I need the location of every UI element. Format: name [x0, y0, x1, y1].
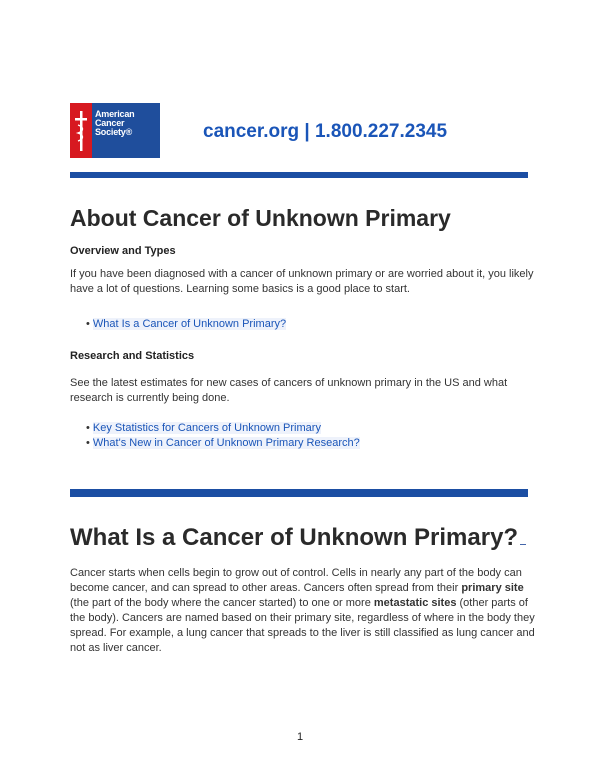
title-anchor-mark — [520, 544, 526, 545]
logo-line-2: Cancer — [95, 118, 125, 128]
term-metastatic-sites: metastatic sites — [373, 597, 457, 609]
link-key-statistics[interactable]: Key Statistics for Cancers of Unknown Primary — [92, 422, 321, 434]
research-link-list — [86, 421, 360, 451]
acs-logo — [70, 103, 160, 158]
section-title — [70, 524, 526, 552]
term-primary-site: primary site — [461, 582, 524, 594]
logo-line-1: American — [95, 109, 135, 119]
page-title: About Cancer of Unknown Primary — [70, 205, 451, 231]
overview-link-list — [86, 317, 286, 332]
logo-sword-panel — [70, 103, 92, 158]
list-item: • What Is a Cancer of Unknown Primary? — [86, 318, 287, 330]
section-title-text: What Is a Cancer of Unknown Primary? — [70, 524, 519, 551]
list-item: • Key Statistics for Cancers of Unknown Primary — [86, 422, 321, 434]
logo-text-panel — [92, 103, 160, 158]
list-item: • What's New in Cancer of Unknown Primary Research? — [86, 437, 360, 449]
logo-line-3: Society® — [95, 127, 133, 137]
overview-heading: Overview and Types — [70, 245, 176, 257]
contact-line: cancer.org | 1.800.227.2345 — [203, 121, 448, 142]
overview-paragraph: If you have been diagnosed with a cancer of unknown primary or are worried about it, you likely have a lot of questions. Learning some basics is a good place to start. — [70, 268, 534, 295]
section-divider — [70, 489, 528, 497]
intro-text-3: (other parts of the body). Cancers are named based on their primary site, regardless of where in the body they spread. For example, a lung cancer that spreads to the liver is still classified as lung cancer and not as liver cancer. — [70, 597, 535, 654]
header-divider — [70, 172, 528, 178]
link-what-is-cup[interactable]: What Is a Cancer of Unknown Primary? — [92, 318, 287, 330]
intro-paragraph — [70, 566, 540, 656]
research-heading: Research and Statistics — [70, 350, 195, 362]
research-paragraph: See the latest estimates for new cases of cancers of unknown primary in the US and what research is currently being done. — [70, 377, 508, 404]
page-number: 1 — [296, 731, 304, 743]
intro-text-1: Cancer starts when cells begin to grow out of control. Cells in nearly any part of the body can become cancer, and can spread to other areas. Cancers often spread from their — [70, 567, 522, 594]
intro-text-2: (the part of the body where the cancer started) to one or more — [70, 597, 374, 609]
link-whats-new-research[interactable]: What's New in Cancer of Unknown Primary Research? — [92, 437, 360, 449]
sword-icon — [70, 103, 92, 158]
